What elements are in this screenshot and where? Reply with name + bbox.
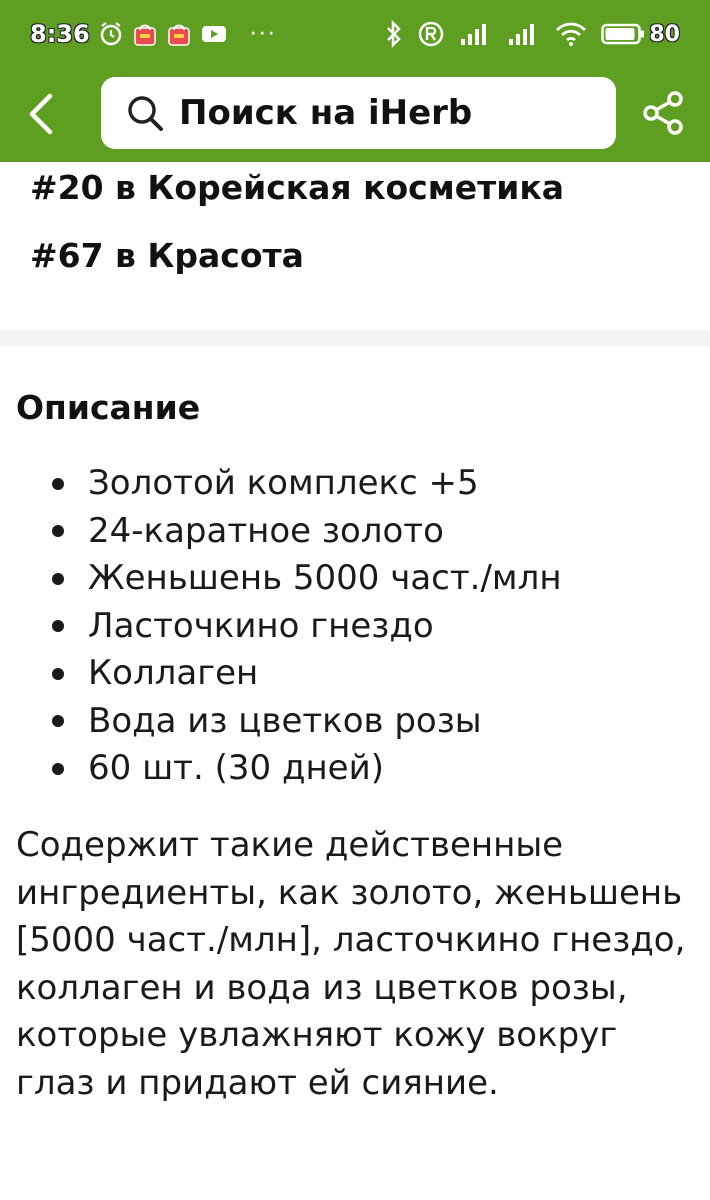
- ranking-beauty[interactable]: #67 в Красота: [30, 236, 304, 275]
- search-placeholder: Поиск на iHerb: [179, 93, 473, 133]
- list-item: [52, 698, 562, 746]
- list-item: [52, 745, 562, 793]
- search-icon: [125, 93, 165, 133]
- list-item: [52, 555, 562, 603]
- signal-icon: [507, 21, 541, 47]
- share-button[interactable]: [638, 88, 688, 138]
- bullet-dot: [52, 763, 64, 775]
- list-item: [52, 650, 562, 698]
- list-item-text: Ласточкино гнездо: [88, 605, 434, 646]
- list-item: [52, 603, 562, 651]
- list-item-text: Женьшень 5000 част./млн: [88, 558, 562, 598]
- list-item-text: 60 шт. (30 дней): [88, 748, 384, 788]
- description-bullet-list: [52, 460, 562, 793]
- list-item-text: Вода из цветков розы: [88, 700, 482, 741]
- battery-icon: [601, 22, 645, 46]
- video-icon: [200, 23, 228, 45]
- list-item: [52, 508, 562, 556]
- share-icon: [638, 88, 688, 138]
- list-item-text: 24-каратное золото: [88, 510, 444, 551]
- status-time: 8:36: [30, 20, 90, 48]
- bullet-dot: [52, 620, 64, 632]
- status-bar-left: [30, 18, 277, 50]
- search-bar[interactable]: [101, 77, 616, 149]
- status-bar: [0, 0, 710, 66]
- bullet-dot: [52, 668, 64, 680]
- more-notifications-dots: ···: [249, 21, 277, 47]
- app-bar: [0, 66, 710, 162]
- bullet-dot: [52, 478, 64, 490]
- bullet-dot: [52, 525, 64, 537]
- registered-icon: [417, 20, 445, 48]
- alarm-icon: [98, 21, 124, 47]
- description-title: Описание: [16, 388, 201, 427]
- shopping-bag-icon: [166, 21, 192, 47]
- signal-icon: [459, 21, 493, 47]
- description-paragraph: Содержит такие действенные ингредиенты, как золото, женьшень [5000 част./млн], ласточкино гнездо, коллаген и вода из цветков розы, которые увлажняют кожу вокруг глаз и придают ей сияние.: [16, 825, 686, 1103]
- list-item: [52, 460, 562, 508]
- bullet-dot: [52, 573, 64, 585]
- wifi-icon: [555, 21, 587, 47]
- list-item-text: Коллаген: [88, 653, 259, 693]
- shopping-bag-icon: [132, 21, 158, 47]
- bluetooth-icon: [385, 20, 403, 48]
- back-button[interactable]: [18, 88, 66, 140]
- list-item-text: Золотой комплекс +5: [88, 463, 479, 503]
- battery-indicator: [601, 22, 680, 47]
- bullet-dot: [52, 715, 64, 727]
- chevron-left-icon: [18, 88, 66, 140]
- ranking-korean-cosmetics[interactable]: #20 в Корейская косметика: [30, 168, 565, 207]
- status-bar-right: [385, 18, 680, 50]
- section-divider: [0, 330, 710, 346]
- battery-percent: 80: [649, 21, 680, 47]
